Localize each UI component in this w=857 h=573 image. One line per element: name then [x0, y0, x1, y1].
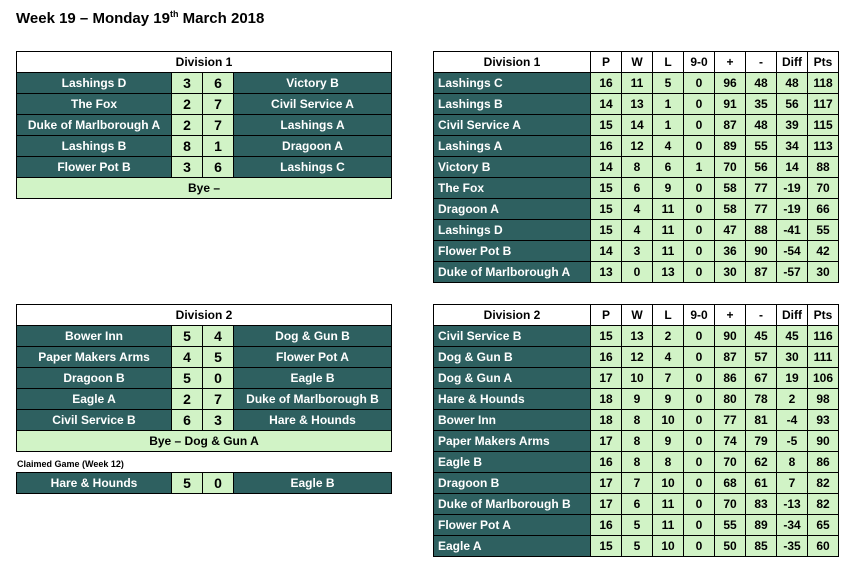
stat-cell: 118	[808, 73, 839, 94]
stat-cell: 5	[622, 536, 653, 557]
fixture-row	[17, 410, 392, 431]
stat-cell: 2	[653, 326, 684, 347]
stat-cell: 58	[715, 178, 746, 199]
div2-bye: Bye – Dog & Gun A	[17, 431, 392, 452]
away-score: 0	[203, 368, 234, 389]
away-score: 4	[203, 326, 234, 347]
stat-cell: 58	[715, 199, 746, 220]
stat-cell: -35	[777, 536, 808, 557]
column-header: L	[653, 305, 684, 326]
stat-cell: -57	[777, 262, 808, 283]
stat-cell: 8	[622, 410, 653, 431]
standings-row	[434, 515, 839, 536]
home-score: 2	[172, 94, 203, 115]
div2-fixtures-table	[16, 304, 392, 452]
away-score: 1	[203, 136, 234, 157]
stat-cell: 77	[746, 178, 777, 199]
away-score: 7	[203, 115, 234, 136]
stat-cell: 77	[715, 410, 746, 431]
fixture-row	[17, 368, 392, 389]
stat-cell: 4	[653, 136, 684, 157]
home-team: Bower Inn	[17, 326, 172, 347]
stat-cell: 45	[746, 326, 777, 347]
stat-cell: 0	[622, 262, 653, 283]
stat-cell: 16	[591, 452, 622, 473]
fixture-row	[17, 115, 392, 136]
stat-cell: 113	[808, 136, 839, 157]
fixture-row	[17, 326, 392, 347]
stat-cell: 17	[591, 431, 622, 452]
away-score: 7	[203, 389, 234, 410]
stat-cell: 15	[591, 220, 622, 241]
stat-cell: 14	[777, 157, 808, 178]
standings-row	[434, 410, 839, 431]
standings-row	[434, 73, 839, 94]
page-title	[16, 9, 264, 27]
column-header: +	[715, 305, 746, 326]
stat-cell: 87	[715, 347, 746, 368]
team-name: The Fox	[434, 178, 591, 199]
team-name: Flower Pot B	[434, 241, 591, 262]
stat-cell: 0	[684, 494, 715, 515]
stat-cell: 0	[684, 73, 715, 94]
stat-cell: 0	[684, 115, 715, 136]
div1-standings-title: Division 1	[434, 52, 591, 73]
stat-cell: 87	[746, 262, 777, 283]
stat-cell: 19	[777, 368, 808, 389]
stat-cell: 14	[622, 115, 653, 136]
stat-cell: 90	[808, 431, 839, 452]
home-score: 5	[172, 326, 203, 347]
standings-row	[434, 199, 839, 220]
stat-cell: 16	[591, 136, 622, 157]
home-score: 3	[172, 157, 203, 178]
stat-cell: 16	[591, 347, 622, 368]
column-header: +	[715, 52, 746, 73]
home-team: The Fox	[17, 94, 172, 115]
stat-cell: 0	[684, 368, 715, 389]
stat-cell: 87	[715, 115, 746, 136]
stat-cell: 82	[808, 494, 839, 515]
stat-cell: 15	[591, 178, 622, 199]
stat-cell: 68	[715, 473, 746, 494]
stat-cell: 30	[777, 347, 808, 368]
home-score: 2	[172, 115, 203, 136]
column-header: W	[622, 305, 653, 326]
stat-cell: 15	[591, 199, 622, 220]
stat-cell: 11	[653, 494, 684, 515]
stat-cell: 78	[746, 389, 777, 410]
team-name: Hare & Hounds	[434, 389, 591, 410]
stat-cell: 2	[777, 389, 808, 410]
away-team: Dragoon A	[234, 136, 392, 157]
team-name: Duke of Marlborough A	[434, 262, 591, 283]
stat-cell: 18	[591, 389, 622, 410]
stat-cell: 15	[591, 115, 622, 136]
away-score: 5	[203, 347, 234, 368]
stat-cell: 10	[653, 473, 684, 494]
standings-row	[434, 536, 839, 557]
stat-cell: 9	[653, 431, 684, 452]
away-team: Duke of Marlborough B	[234, 389, 392, 410]
stat-cell: 8	[777, 452, 808, 473]
stat-cell: 1	[684, 157, 715, 178]
stat-cell: -54	[777, 241, 808, 262]
stat-cell: 11	[653, 515, 684, 536]
stat-cell: 0	[684, 136, 715, 157]
stat-cell: 91	[715, 94, 746, 115]
stat-cell: -4	[777, 410, 808, 431]
away-team: Victory B	[234, 73, 392, 94]
stat-cell: 0	[684, 220, 715, 241]
stat-cell: 88	[746, 220, 777, 241]
stat-cell: 12	[622, 136, 653, 157]
stat-cell: 6	[622, 494, 653, 515]
stat-cell: 1	[653, 115, 684, 136]
page-title-main: Week 19 – Monday 19	[16, 10, 170, 27]
column-header: 9-0	[684, 305, 715, 326]
team-name: Flower Pot A	[434, 515, 591, 536]
standings-row	[434, 262, 839, 283]
stat-cell: 9	[653, 389, 684, 410]
stat-cell: 116	[808, 326, 839, 347]
column-header: Pts	[808, 52, 839, 73]
stat-cell: 56	[777, 94, 808, 115]
div2-fixtures-title: Division 2	[17, 305, 392, 326]
div2-standings-table	[433, 304, 839, 557]
stat-cell: 16	[591, 73, 622, 94]
fixture-row	[17, 347, 392, 368]
stat-cell: 48	[746, 73, 777, 94]
standings-row	[434, 136, 839, 157]
claimed-away-score: 0	[203, 473, 234, 494]
div1-fixtures-title: Division 1	[17, 52, 392, 73]
stat-cell: 9	[622, 389, 653, 410]
away-team: Flower Pot A	[234, 347, 392, 368]
stat-cell: 55	[746, 136, 777, 157]
stat-cell: 85	[746, 536, 777, 557]
stat-cell: 79	[746, 431, 777, 452]
stat-cell: 39	[777, 115, 808, 136]
team-name: Victory B	[434, 157, 591, 178]
stat-cell: 0	[684, 178, 715, 199]
stat-cell: 70	[715, 494, 746, 515]
stat-cell: 80	[715, 389, 746, 410]
column-header: P	[591, 305, 622, 326]
away-score: 6	[203, 157, 234, 178]
away-score: 7	[203, 94, 234, 115]
stat-cell: 47	[715, 220, 746, 241]
stat-cell: 7	[777, 473, 808, 494]
stat-cell: 83	[746, 494, 777, 515]
stat-cell: 70	[715, 452, 746, 473]
stat-cell: 0	[684, 452, 715, 473]
home-team: Lashings D	[17, 73, 172, 94]
standings-row	[434, 452, 839, 473]
stat-cell: 3	[622, 241, 653, 262]
team-name: Lashings A	[434, 136, 591, 157]
column-header: Pts	[808, 305, 839, 326]
stat-cell: 0	[684, 473, 715, 494]
home-team: Paper Makers Arms	[17, 347, 172, 368]
stat-cell: 77	[746, 199, 777, 220]
stat-cell: 48	[777, 73, 808, 94]
stat-cell: 86	[715, 368, 746, 389]
stat-cell: 1	[653, 94, 684, 115]
stat-cell: 8	[653, 452, 684, 473]
column-header: P	[591, 52, 622, 73]
team-name: Lashings D	[434, 220, 591, 241]
stat-cell: 15	[591, 326, 622, 347]
stat-cell: 11	[653, 199, 684, 220]
home-score: 3	[172, 73, 203, 94]
claimed-home-score: 5	[172, 473, 203, 494]
stat-cell: 45	[777, 326, 808, 347]
stat-cell: 89	[746, 515, 777, 536]
stat-cell: 34	[777, 136, 808, 157]
stat-cell: 30	[715, 262, 746, 283]
column-header: L	[653, 52, 684, 73]
stat-cell: 14	[591, 157, 622, 178]
claimed-game-label: Claimed Game (Week 12)	[17, 459, 124, 469]
stat-cell: 0	[684, 515, 715, 536]
stat-cell: 48	[746, 115, 777, 136]
away-team: Dog & Gun B	[234, 326, 392, 347]
stat-cell: 14	[591, 241, 622, 262]
standings-row	[434, 115, 839, 136]
team-name: Dragoon B	[434, 473, 591, 494]
away-team: Eagle B	[234, 368, 392, 389]
stat-cell: 13	[591, 262, 622, 283]
team-name: Civil Service A	[434, 115, 591, 136]
div1-standings-table	[433, 51, 839, 283]
away-team: Lashings A	[234, 115, 392, 136]
home-team: Duke of Marlborough A	[17, 115, 172, 136]
stat-cell: 8	[622, 157, 653, 178]
stat-cell: 70	[715, 157, 746, 178]
team-name: Dragoon A	[434, 199, 591, 220]
stat-cell: 61	[746, 473, 777, 494]
stat-cell: 0	[684, 262, 715, 283]
standings-row	[434, 494, 839, 515]
stat-cell: 115	[808, 115, 839, 136]
standings-row	[434, 326, 839, 347]
stat-cell: 10	[622, 368, 653, 389]
team-name: Civil Service B	[434, 326, 591, 347]
claimed-away-team: Eagle B	[234, 473, 392, 494]
div2-standings-title: Division 2	[434, 305, 591, 326]
home-score: 5	[172, 368, 203, 389]
stat-cell: 65	[808, 515, 839, 536]
stat-cell: 106	[808, 368, 839, 389]
stat-cell: 15	[591, 536, 622, 557]
column-header: Diff	[777, 305, 808, 326]
stat-cell: -19	[777, 199, 808, 220]
stat-cell: 17	[591, 494, 622, 515]
stat-cell: 7	[622, 473, 653, 494]
stat-cell: 89	[715, 136, 746, 157]
home-score: 6	[172, 410, 203, 431]
team-name: Lashings C	[434, 73, 591, 94]
home-team: Eagle A	[17, 389, 172, 410]
stat-cell: 57	[746, 347, 777, 368]
standings-row	[434, 473, 839, 494]
team-name: Eagle A	[434, 536, 591, 557]
stat-cell: 62	[746, 452, 777, 473]
stat-cell: 10	[653, 410, 684, 431]
stat-cell: 86	[808, 452, 839, 473]
standings-row	[434, 157, 839, 178]
fixture-row	[17, 73, 392, 94]
stat-cell: 6	[653, 157, 684, 178]
stat-cell: 0	[684, 347, 715, 368]
standings-row	[434, 220, 839, 241]
standings-row	[434, 241, 839, 262]
column-header: 9-0	[684, 52, 715, 73]
stat-cell: 16	[591, 515, 622, 536]
stat-cell: 50	[715, 536, 746, 557]
stat-cell: 117	[808, 94, 839, 115]
stat-cell: 11	[622, 73, 653, 94]
standings-row	[434, 389, 839, 410]
standings-row	[434, 347, 839, 368]
stat-cell: 13	[622, 94, 653, 115]
column-header: W	[622, 52, 653, 73]
team-name: Dog & Gun A	[434, 368, 591, 389]
stat-cell: 13	[622, 326, 653, 347]
standings-row	[434, 431, 839, 452]
stat-cell: 0	[684, 431, 715, 452]
stat-cell: 35	[746, 94, 777, 115]
stat-cell: 7	[653, 368, 684, 389]
stat-cell: 30	[808, 262, 839, 283]
stat-cell: 10	[653, 536, 684, 557]
stat-cell: 0	[684, 94, 715, 115]
stat-cell: 96	[715, 73, 746, 94]
claimed-home-team: Hare & Hounds	[17, 473, 172, 494]
stat-cell: 88	[808, 157, 839, 178]
stat-cell: 8	[622, 452, 653, 473]
stat-cell: 90	[715, 326, 746, 347]
stat-cell: 18	[591, 410, 622, 431]
stat-cell: -5	[777, 431, 808, 452]
team-name: Lashings B	[434, 94, 591, 115]
fixture-row	[17, 94, 392, 115]
team-name: Dog & Gun B	[434, 347, 591, 368]
stat-cell: -41	[777, 220, 808, 241]
home-team: Lashings B	[17, 136, 172, 157]
stat-cell: 0	[684, 241, 715, 262]
home-score: 4	[172, 347, 203, 368]
stat-cell: 14	[591, 94, 622, 115]
team-name: Bower Inn	[434, 410, 591, 431]
stat-cell: 55	[808, 220, 839, 241]
stat-cell: -13	[777, 494, 808, 515]
home-score: 8	[172, 136, 203, 157]
stat-cell: 70	[808, 178, 839, 199]
stat-cell: 82	[808, 473, 839, 494]
stat-cell: 4	[622, 220, 653, 241]
home-team: Dragoon B	[17, 368, 172, 389]
stat-cell: 93	[808, 410, 839, 431]
stat-cell: 98	[808, 389, 839, 410]
stat-cell: 111	[808, 347, 839, 368]
stat-cell: 0	[684, 389, 715, 410]
stat-cell: 11	[653, 241, 684, 262]
stat-cell: 5	[622, 515, 653, 536]
page-title-sup: th	[169, 9, 179, 19]
stat-cell: 60	[808, 536, 839, 557]
stat-cell: 6	[622, 178, 653, 199]
team-name: Eagle B	[434, 452, 591, 473]
stat-cell: 74	[715, 431, 746, 452]
stat-cell: 4	[622, 199, 653, 220]
div1-bye: Bye –	[17, 178, 392, 199]
column-header: -	[746, 305, 777, 326]
column-header: Diff	[777, 52, 808, 73]
home-score: 2	[172, 389, 203, 410]
stat-cell: 0	[684, 199, 715, 220]
stat-cell: -19	[777, 178, 808, 199]
fixture-row	[17, 136, 392, 157]
column-header: -	[746, 52, 777, 73]
team-name: Paper Makers Arms	[434, 431, 591, 452]
stat-cell: 0	[684, 326, 715, 347]
away-score: 3	[203, 410, 234, 431]
away-score: 6	[203, 73, 234, 94]
home-team: Civil Service B	[17, 410, 172, 431]
stat-cell: 12	[622, 347, 653, 368]
away-team: Civil Service A	[234, 94, 392, 115]
stat-cell: 66	[808, 199, 839, 220]
stat-cell: 0	[684, 410, 715, 431]
stat-cell: 9	[653, 178, 684, 199]
fixture-row	[17, 389, 392, 410]
stat-cell: 13	[653, 262, 684, 283]
away-team: Lashings C	[234, 157, 392, 178]
stat-cell: 0	[684, 536, 715, 557]
claimed-game-table	[16, 472, 392, 494]
home-team: Flower Pot B	[17, 157, 172, 178]
stat-cell: 11	[653, 220, 684, 241]
stat-cell: -34	[777, 515, 808, 536]
stat-cell: 56	[746, 157, 777, 178]
page-title-date: March 2018	[178, 10, 265, 27]
fixture-row	[17, 157, 392, 178]
stat-cell: 67	[746, 368, 777, 389]
stat-cell: 36	[715, 241, 746, 262]
team-name: Duke of Marlborough B	[434, 494, 591, 515]
stat-cell: 17	[591, 473, 622, 494]
standings-row	[434, 94, 839, 115]
standings-row	[434, 178, 839, 199]
stat-cell: 8	[622, 431, 653, 452]
stat-cell: 5	[653, 73, 684, 94]
standings-row	[434, 368, 839, 389]
stat-cell: 4	[653, 347, 684, 368]
stat-cell: 17	[591, 368, 622, 389]
stat-cell: 90	[746, 241, 777, 262]
stat-cell: 81	[746, 410, 777, 431]
stat-cell: 42	[808, 241, 839, 262]
away-team: Hare & Hounds	[234, 410, 392, 431]
stat-cell: 55	[715, 515, 746, 536]
div1-fixtures-table	[16, 51, 392, 199]
